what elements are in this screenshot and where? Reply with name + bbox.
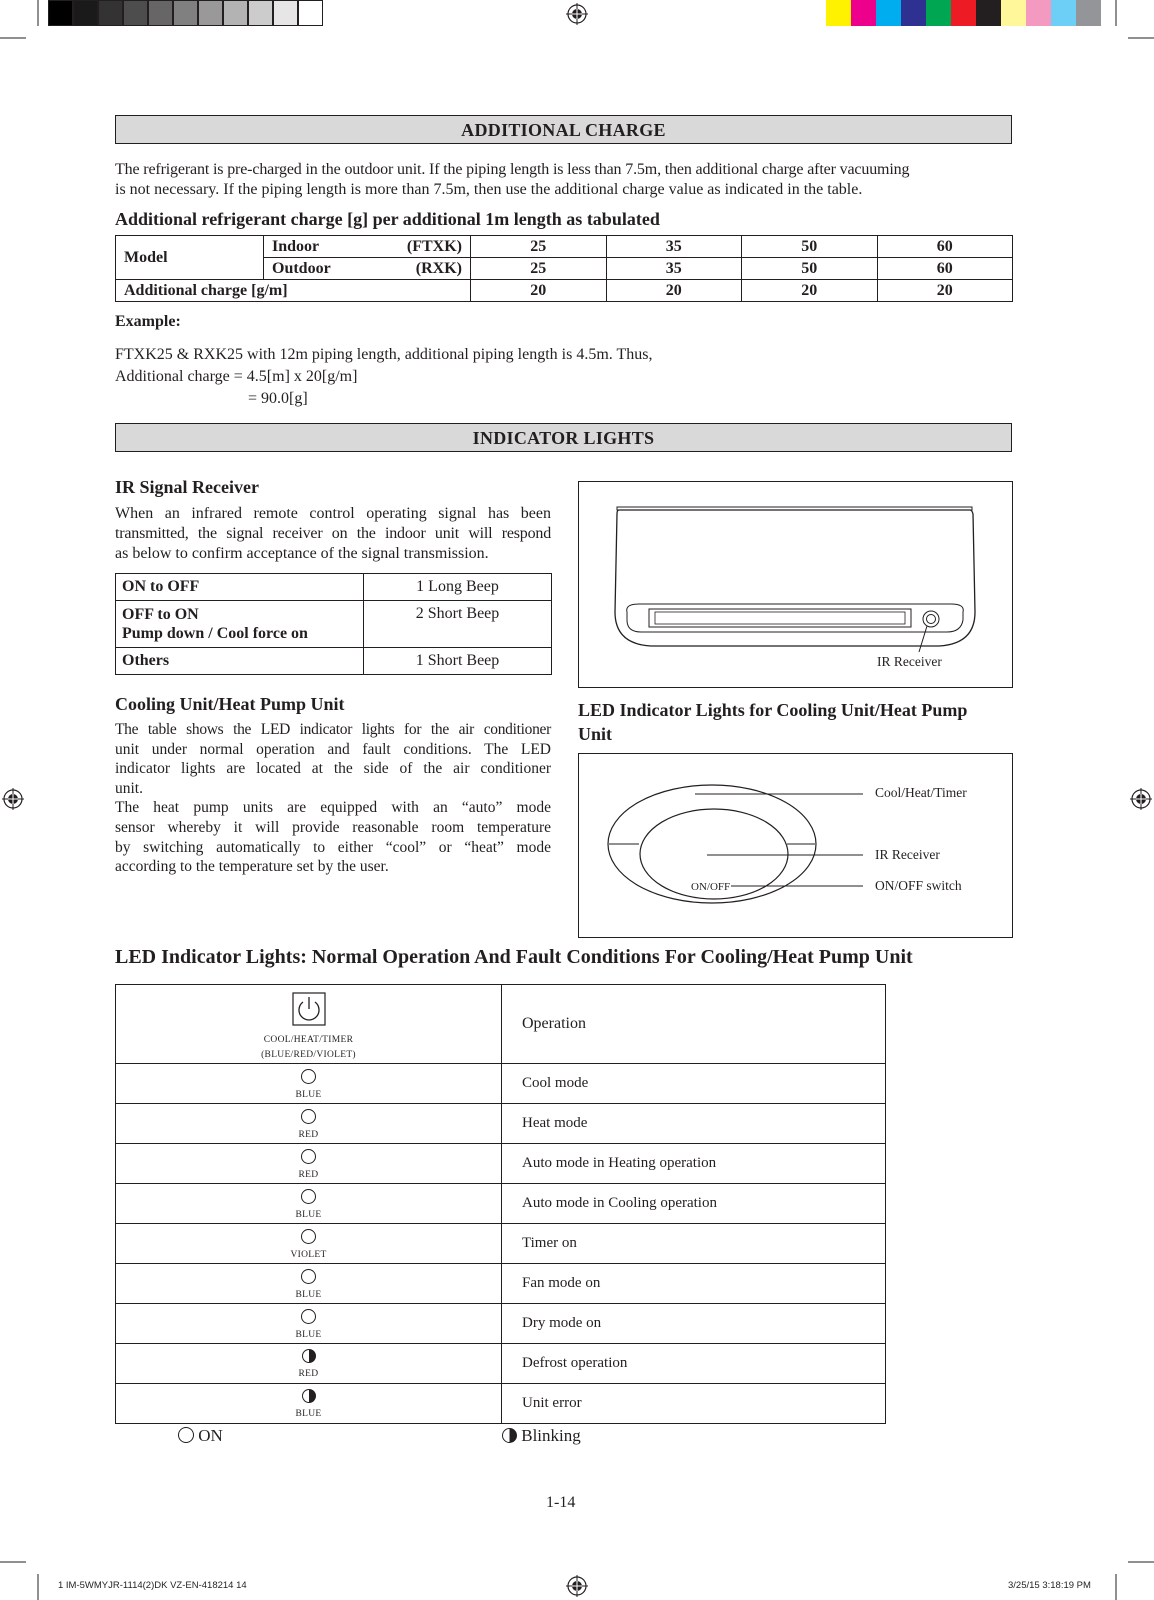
beep-event: OFF to ON	[122, 606, 199, 623]
led-table-row	[116, 1224, 886, 1264]
led-blinking-icon	[502, 1428, 517, 1443]
indoor-unit-illustration	[579, 482, 1012, 687]
cooling-text-line: sensor whereby it will provide reasonable room temperature	[115, 818, 551, 836]
cooling-text-line: The table shows the LED indicator lights for the air conditioner	[115, 721, 551, 738]
legend-on-label: ON	[198, 1426, 223, 1445]
footer-left: 1 IM-5WMYJR-1114(2)DK VZ-EN-418214 14	[58, 1580, 247, 1591]
led-color-label: RED	[298, 1129, 319, 1140]
example-line: FTXK25 & RXK25 with 12m piping length, additional piping length is 4.5m. Thus,	[115, 346, 653, 363]
table-cell: 20	[471, 280, 607, 302]
ir-paragraph	[115, 504, 551, 564]
led-on-icon	[301, 1309, 316, 1324]
led-table-row	[116, 1304, 886, 1344]
led-diagram-heading-line: LED Indicator Lights for Cooling Unit/Heat Pump	[578, 700, 968, 720]
table-cell: 50	[742, 236, 878, 258]
led-icon-cell	[116, 1344, 502, 1384]
led-operation: Defrost operation	[502, 1344, 886, 1384]
section-title-additional-charge: ADDITIONAL CHARGE	[115, 115, 1012, 144]
led-table-heading: LED Indicator Lights: Normal Operation And Fault Conditions For Cooling/Heat Pump Unit	[115, 946, 913, 968]
led-color-label: BLUE	[295, 1289, 322, 1300]
onoff-button-label: ON/OFF	[691, 881, 731, 893]
led-table-row	[116, 1064, 886, 1104]
led-operation: Timer on	[502, 1224, 886, 1264]
table-cell: 60	[877, 258, 1013, 280]
led-icon-cell	[116, 1144, 502, 1184]
led-color-label: RED	[298, 1369, 319, 1379]
led-icon-cell	[116, 1304, 502, 1344]
led-on-icon	[178, 1427, 194, 1443]
led-header-label: (BLUE/RED/VIOLET)	[261, 1050, 356, 1060]
table-cell: 35	[606, 258, 742, 280]
led-diagram-heading-line: Unit	[578, 724, 613, 744]
beep-event-secondary: Pump down / Cool force on	[122, 625, 308, 642]
operation-header: Operation	[502, 985, 886, 1064]
example-label: Example:	[115, 313, 181, 330]
ir-text-line: transmitted, the signal receiver on the indoor unit will respond	[115, 525, 551, 542]
led-icon-cell	[116, 1384, 502, 1424]
led-color-label: VIOLET	[290, 1249, 327, 1260]
led-icon-cell	[116, 1104, 502, 1144]
led-operation: Heat mode	[502, 1104, 886, 1144]
page-number: 1-14	[546, 1494, 576, 1511]
indoor-label: Indoor	[272, 237, 320, 255]
led-diagram-heading	[578, 698, 1018, 746]
led-panel-illustration	[579, 754, 1012, 937]
led-operation: Auto mode in Cooling operation	[502, 1184, 886, 1224]
beep-event: ON to OFF	[116, 574, 364, 601]
onoff-switch-label: ON/OFF switch	[875, 878, 962, 893]
led-icon-cell	[116, 1184, 502, 1224]
registration-mark-icon	[2, 788, 24, 810]
additional-charge-table	[115, 235, 1013, 302]
outdoor-label: Outdoor	[272, 259, 331, 277]
table-cell: 25	[471, 258, 607, 280]
legend-blinking	[502, 1426, 581, 1446]
cooling-text-line: The heat pump units are equipped with an “auto” mode	[115, 799, 551, 817]
ir-text-line: as below to confirm acceptance of the signal transmission.	[115, 545, 489, 562]
led-on-icon	[301, 1189, 316, 1204]
led-icon-cell	[116, 1264, 502, 1304]
registration-mark-icon	[566, 1575, 588, 1597]
led-icon-cell	[116, 1224, 502, 1264]
led-on-icon	[301, 1069, 316, 1084]
registration-mark-icon	[1130, 788, 1152, 810]
led-operation: Fan mode on	[502, 1264, 886, 1304]
beep-response: 1 Short Beep	[364, 648, 552, 675]
led-operation: Dry mode on	[502, 1304, 886, 1344]
beep-table	[115, 573, 552, 675]
charge-table-heading: Additional refrigerant charge [g] per additional 1m length as tabulated	[115, 209, 660, 229]
led-icon-cell	[116, 1064, 502, 1104]
table-cell: 20	[606, 280, 742, 302]
beep-response: 2 Short Beep	[364, 601, 552, 648]
led-operation: Auto mode in Heating operation	[502, 1144, 886, 1184]
intro-line: is not necessary. If the piping length is more than 7.5m, then use the additional charge value as indicated in the table.	[115, 181, 863, 198]
outdoor-code: (RXK)	[415, 259, 462, 277]
ir-receiver-label: IR Receiver	[877, 654, 942, 669]
legend-on	[178, 1426, 223, 1446]
led-table-row	[116, 1264, 886, 1304]
led-table-row	[116, 1144, 886, 1184]
led-on-icon	[301, 1149, 316, 1164]
ir-heading: IR Signal Receiver	[115, 477, 259, 497]
table-cell: 60	[877, 236, 1013, 258]
led-color-label: BLUE	[295, 1209, 322, 1220]
led-panel-diagram	[578, 753, 1013, 938]
led-color-label: BLUE	[295, 1409, 322, 1419]
intro-line: The refrigerant is pre-charged in the outdoor unit. If the piping length is less than 7.5m, then additional charge after vacuuming	[115, 161, 910, 178]
led-color-label: RED	[298, 1169, 319, 1180]
led-operation: Cool mode	[502, 1064, 886, 1104]
indoor-label-cell	[264, 236, 471, 258]
registration-mark-icon	[566, 3, 588, 25]
indoor-code: (FTXK)	[406, 237, 462, 255]
charge-label: Additional charge [g/m]	[116, 280, 471, 302]
power-icon	[291, 991, 327, 1027]
led-header-label: COOL/HEAT/TIMER	[263, 1035, 354, 1045]
cooling-text-line: unit under normal operation and fault conditions. The LED	[115, 740, 551, 758]
led-color-label: BLUE	[295, 1329, 322, 1340]
cooling-paragraph	[115, 720, 551, 877]
led-header-icon-cell	[116, 985, 502, 1064]
table-cell: 20	[877, 280, 1013, 302]
led-table-row	[116, 1184, 886, 1224]
led-operation: Unit error	[502, 1384, 886, 1424]
cooling-heading: Cooling Unit/Heat Pump Unit	[115, 694, 345, 714]
section-title-indicator-lights: INDICATOR LIGHTS	[115, 423, 1012, 452]
led-indicator-table	[115, 984, 886, 1424]
intro-paragraph	[115, 160, 1012, 200]
beep-event-cell	[116, 601, 364, 648]
table-cell: 35	[606, 236, 742, 258]
led-blinking-icon	[302, 1389, 316, 1403]
footer-right: 3/25/15 3:18:19 PM	[1008, 1580, 1091, 1591]
led-blinking-icon	[302, 1349, 316, 1363]
example-line: Additional charge = 4.5[m] x 20[g/m]	[115, 368, 358, 385]
led-table-row	[116, 1384, 886, 1424]
model-label: Model	[116, 236, 264, 280]
table-cell: 25	[471, 236, 607, 258]
led-table-row	[116, 1104, 886, 1144]
table-cell: 20	[742, 280, 878, 302]
cooling-text-line: according to the temperature set by the user.	[115, 858, 389, 876]
indoor-unit-diagram	[578, 481, 1013, 688]
led-on-icon	[301, 1229, 316, 1244]
led-ir-receiver-label: IR Receiver	[875, 847, 940, 862]
beep-event: Others	[116, 648, 364, 675]
outdoor-label-cell	[264, 258, 471, 280]
table-cell: 50	[742, 258, 878, 280]
cool-heat-timer-label: Cool/Heat/Timer	[875, 785, 967, 800]
beep-response: 1 Long Beep	[364, 574, 552, 601]
legend-blinking-label: Blinking	[521, 1426, 581, 1445]
cooling-text-line: indicator lights are located at the side of the air conditioner	[115, 760, 551, 778]
led-on-icon	[301, 1109, 316, 1124]
cooling-text-line: by switching automatically to either “cool” or “heat” mode	[115, 838, 551, 856]
led-on-icon	[301, 1269, 316, 1284]
cooling-text-line: unit.	[115, 779, 143, 797]
example-line: = 90.0[g]	[248, 390, 308, 407]
ir-text-line: When an infrared remote control operating signal has been	[115, 505, 551, 522]
led-table-row	[116, 1344, 886, 1384]
led-color-label: BLUE	[295, 1089, 322, 1100]
